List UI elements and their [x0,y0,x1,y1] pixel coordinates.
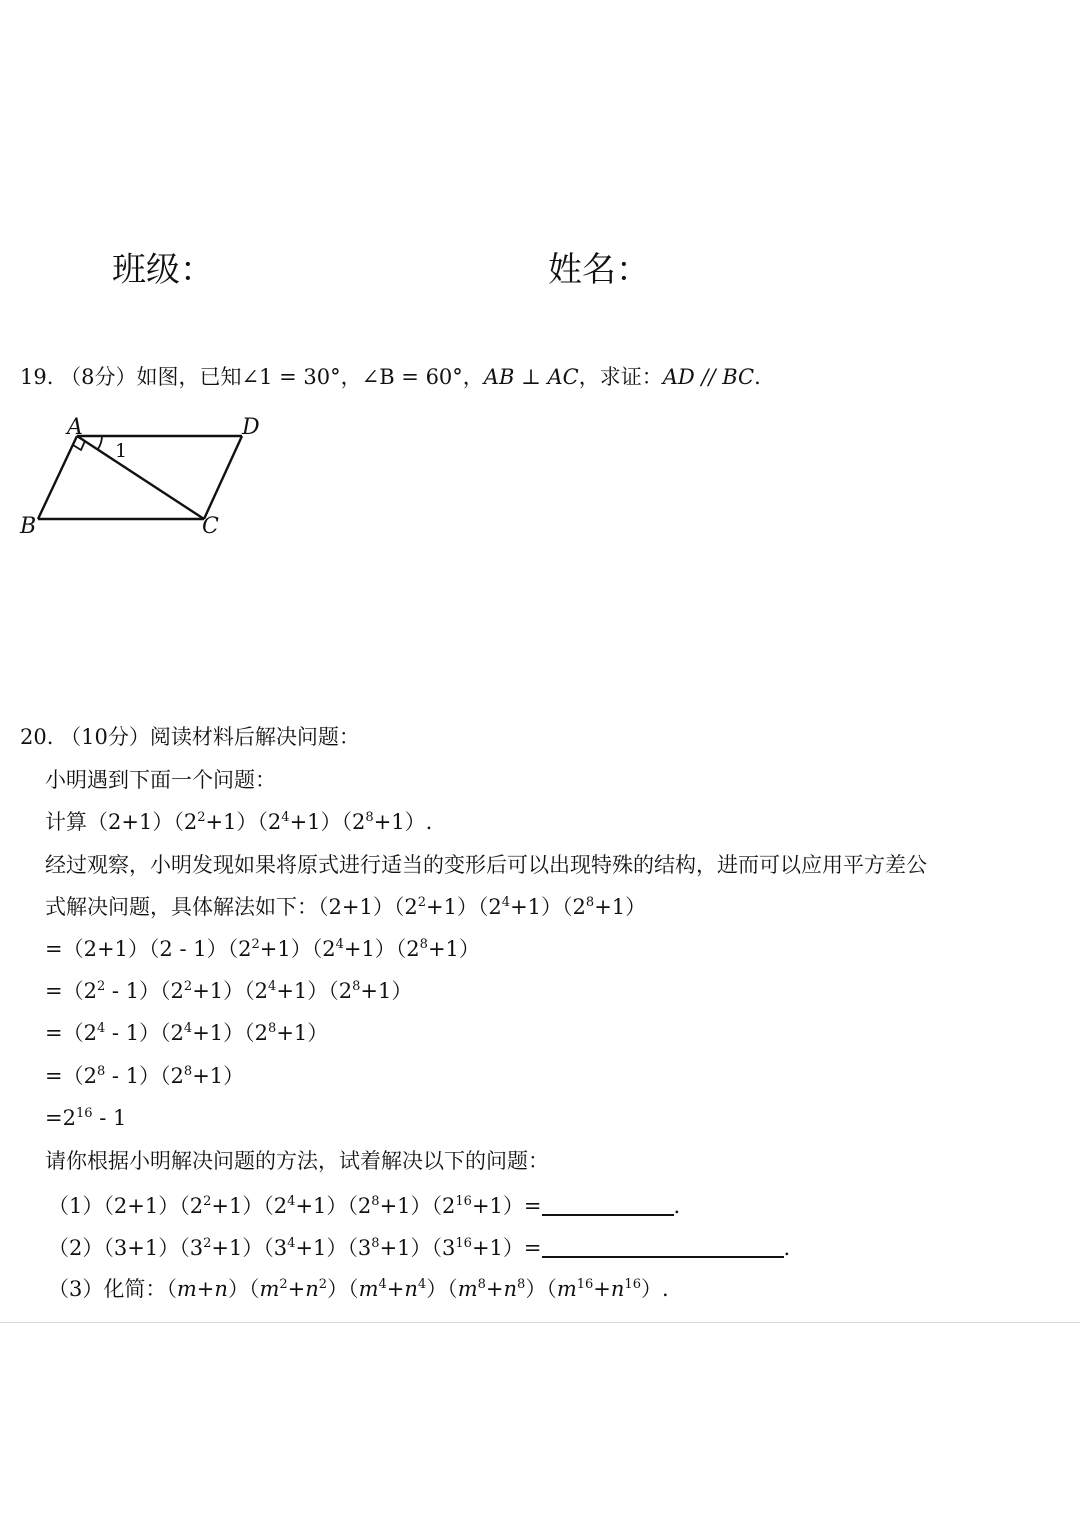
sub-q1-label: （1） [48,1194,104,1218]
q20-ask: 请你根据小明解决问题的方法，试着解决以下的问题： [45,1149,549,1173]
question-19-stem [20,367,761,388]
segment-ac [77,436,204,519]
q20-line-4: 式解决问题，具体解法如下：$(2+1)(2^2+1)(2^4+1)(2^8+1)$ [45,895,647,919]
name-label: 姓名： [548,250,650,290]
sub-q3-label: （3）化简： [48,1277,167,1301]
q19-score: （8分） [60,365,137,389]
q20-number: 20. [20,725,54,749]
q19-given-perpendicular: AB ⊥ AC [483,365,579,389]
answer-blank-1[interactable] [542,1194,674,1216]
solution-step-4: $=(2^8 - 1)(2^8+1)$ [45,1064,245,1088]
sub-question-1: $(1)(2+1)(2^2+1)(2^4+1)(2^8+1)(2^{16}+1)=$ . [48,1194,681,1218]
q20-title: 阅读材料后解决问题： [149,725,360,749]
q19-intro: 如图，已知∠1 = 30°，∠B = 60°， [136,365,484,389]
segment-dc [204,436,242,519]
solution-result: $=2^{16} - 1$ [45,1106,127,1130]
vertex-d-label: D [242,415,260,440]
solution-step-3: $=(2^4 - 1)(2^4+1)(2^8+1)$ [45,1021,329,1045]
angle-1-arc [98,436,102,449]
q19-number: 19. [20,365,54,389]
q19-prove-label: ，求证： [578,365,663,389]
angle-1-label: 1 [115,440,128,462]
question-20-stem [20,727,360,748]
class-label: 班级： [112,250,214,290]
q20-line-1: 小明遇到下面一个问题： [45,768,276,792]
q20-l4-prefix: 式解决问题，具体解法如下： [45,895,318,919]
segment-ab [38,436,77,519]
answer-blank-2[interactable] [542,1236,784,1258]
vertex-a-label: A [67,415,83,440]
solution-step-1: $=(2+1)(2 - 1)(2^2+1)(2^4+1)(2^8+1)$ [45,937,480,961]
q20-l2-prefix: 计算 [45,810,87,834]
q20-line-3: 经过观察，小明发现如果将原式进行适当的变形后可以出现特殊的结构，进而可以应用平方差公 [45,853,927,877]
vertex-b-label: B [20,514,37,539]
sub-question-3: （3）化简：$(m+n)(m^2+n^2)(m^4+n^4)(m^8+n^8)(m^{16}+n^{16})$. [48,1277,669,1301]
q19-prove-statement: AD // BC [662,365,755,389]
q19-end: . [754,365,761,389]
page-divider [0,1322,1080,1323]
q20-score: （10分） [60,725,150,749]
vertex-c-label: C [202,514,219,539]
q20-line-2: 计算$(2+1)(2^2+1)(2^4+1)(2^8+1)$. [45,810,433,834]
sub-q2-label: （2） [48,1236,104,1260]
parallelogram-figure [14,408,284,543]
solution-step-2: $=(2^2 - 1)(2^2+1)(2^4+1)(2^8+1)$ [45,979,413,1003]
sub-question-2: $(2)(3+1)(3^2+1)(3^4+1)(3^8+1)(3^{16}+1)=$ . [48,1236,791,1260]
